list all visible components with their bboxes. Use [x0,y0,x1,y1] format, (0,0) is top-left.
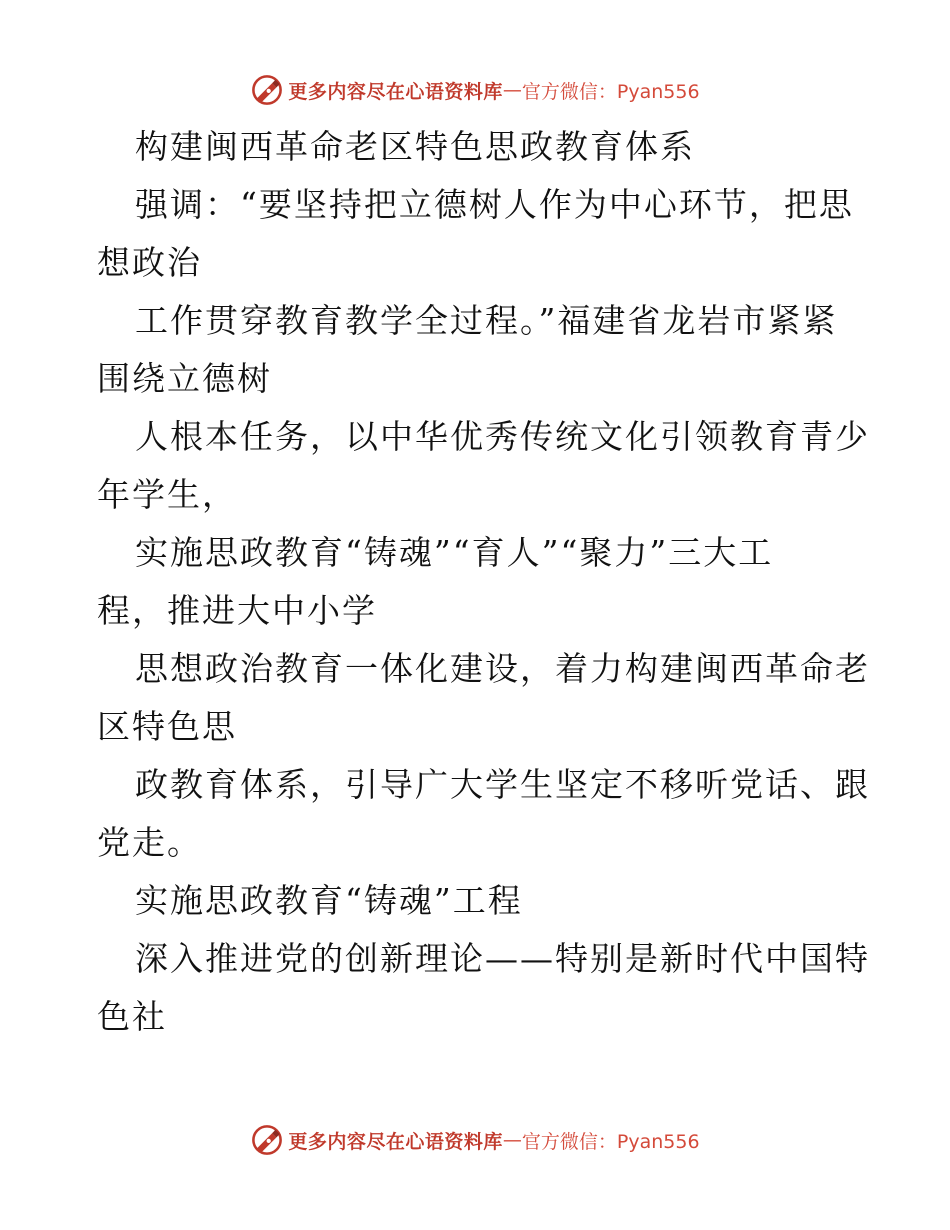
document-line: 思想政治教育一体化建设，着力构建闽西革命老 [135,649,870,688]
banner-separator: — [502,1129,522,1151]
document-line: 工作贯穿教育教学全过程。”福建省龙岩市紧紧 [135,301,838,340]
document-line: 想政治 [97,243,202,282]
document-line: 围绕立德树 [97,359,272,398]
banner-wechat-text: 官方微信：Pyan556 [521,80,700,103]
header-watermark-banner [0,70,950,110]
document-line: 人根本任务，以中华优秀传统文化引领教育青少 [135,417,870,456]
document-line: 构建闽西革命老区特色思政教育体系 [135,127,695,166]
pen-nib-logo-icon [250,1123,284,1157]
document-line: 强调：“要坚持把立德树人作为中心环节，把思 [135,185,854,224]
document-line: 实施思政教育“铸魂”“育人”“聚力”三大工 [135,533,774,572]
banner-main-text: 更多内容尽在心语资料库 [288,1130,503,1153]
pen-nib-logo-icon [250,73,284,107]
document-body [97,118,870,1046]
banner-wechat-text: 官方微信：Pyan556 [521,1130,700,1153]
banner-separator: — [502,79,522,101]
document-line: 深入推进党的创新理论——特别是新时代中国特 [135,939,870,978]
document-line: 区特色思 [97,707,237,746]
document-line: 实施思政教育“铸魂”工程 [135,881,523,920]
document-line: 年学生， [97,475,237,514]
document-line: 程，推进大中小学 [97,591,377,630]
document-line: 政教育体系，引导广大学生坚定不移听党话、跟 [135,765,870,804]
footer-watermark-banner [0,1120,950,1160]
document-line: 色社 [97,997,167,1036]
document-line: 党走。 [97,823,202,862]
banner-main-text: 更多内容尽在心语资料库 [288,80,503,103]
